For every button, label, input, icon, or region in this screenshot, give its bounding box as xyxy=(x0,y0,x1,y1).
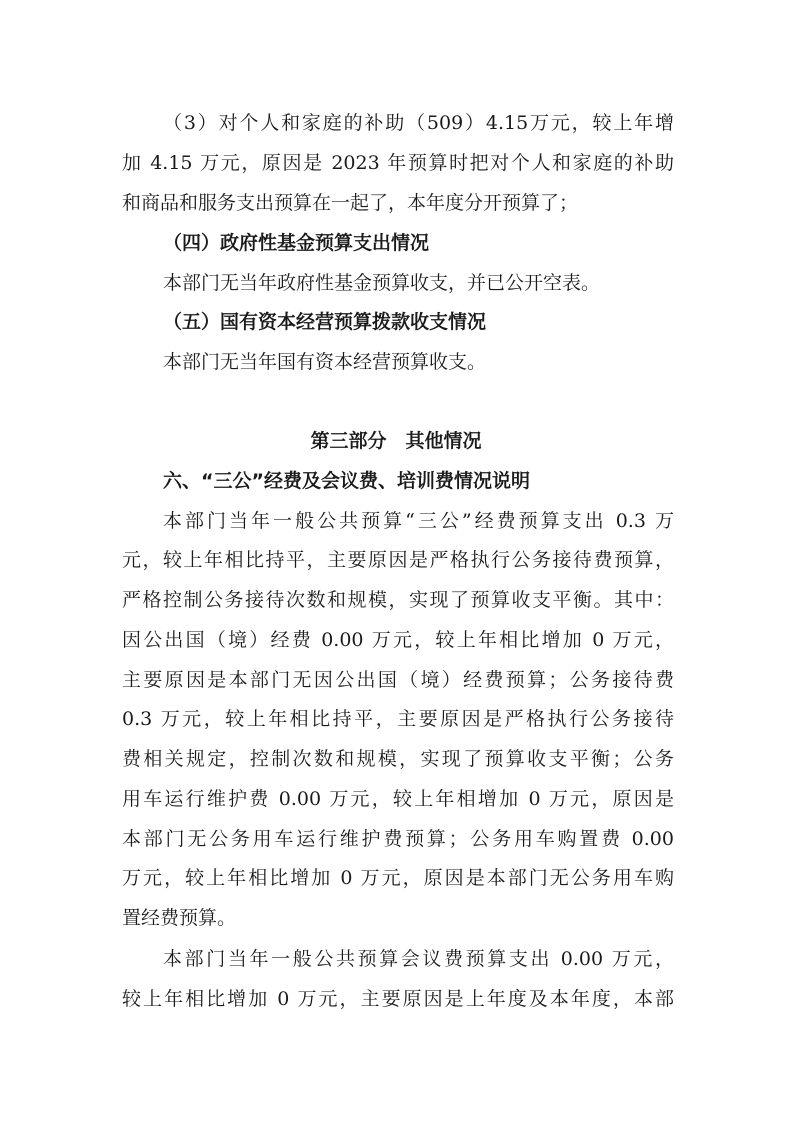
paragraph-line: （3）对个人和家庭的补助（509）4.15万元，较上年增 xyxy=(163,112,674,134)
paragraph-line: 用车运行维护费 0.00 万元，较上年相增加 0 万元，原因是 xyxy=(122,788,674,810)
paragraph-line: 和商品和服务支出预算在一起了，本年度分开预算了； xyxy=(122,192,579,214)
section-heading-three-public: 六、“三公”经费及会议费、培训费情况说明 xyxy=(163,470,530,492)
paragraph-line: 万元，较上年相比增加 0 万元，原因是本部门无公务用车购 xyxy=(122,867,674,889)
paragraph-line: 较上年相比增加 0 万元，主要原因是上年度及本年度，本部 xyxy=(122,988,674,1010)
section-heading-government-fund: （四）政府性基金预算支出情况 xyxy=(163,232,430,254)
paragraph-line: 本部门无当年政府性基金预算收支，并已公开空表。 xyxy=(163,272,601,294)
paragraph-line: 置经费预算。 xyxy=(122,907,237,929)
paragraph-line: 主要原因是本部门无因公出国（境）经费预算；公务接待费 xyxy=(122,669,674,691)
paragraph-line: 因公出国（境）经费 0.00 万元，较上年相比增加 0 万元， xyxy=(122,629,674,651)
paragraph-line: 严格控制公务接待次数和规模，实现了预算收支平衡。其中： xyxy=(122,589,674,611)
paragraph-line: 加 4.15 万元，原因是 2023 年预算时把对个人和家庭的补助 xyxy=(122,152,674,174)
paragraph-line: 元，较上年相比持平，主要原因是严格执行公务接待费预算， xyxy=(122,549,674,571)
paragraph-line: 本部门当年一般公共预算会议费预算支出 0.00 万元， xyxy=(163,948,674,970)
paragraph-line: 费相关规定，控制次数和规模，实现了预算收支平衡；公务 xyxy=(122,748,674,770)
paragraph-line: 0.3 万元，较上年相比持平，主要原因是严格执行公务接待 xyxy=(122,708,674,730)
paragraph-line: 本部门当年一般公共预算“三公”经费预算支出 0.3 万 xyxy=(163,510,674,532)
section-heading-state-capital: （五）国有资本经营预算拨款收支情况 xyxy=(163,311,487,333)
paragraph-line: 本部门无当年国有资本经营预算收支。 xyxy=(163,351,487,373)
paragraph-line: 本部门无公务用车运行维护费预算；公务用车购置费 0.00 xyxy=(122,828,674,850)
part-title: 第三部分 其他情况 xyxy=(310,430,482,452)
